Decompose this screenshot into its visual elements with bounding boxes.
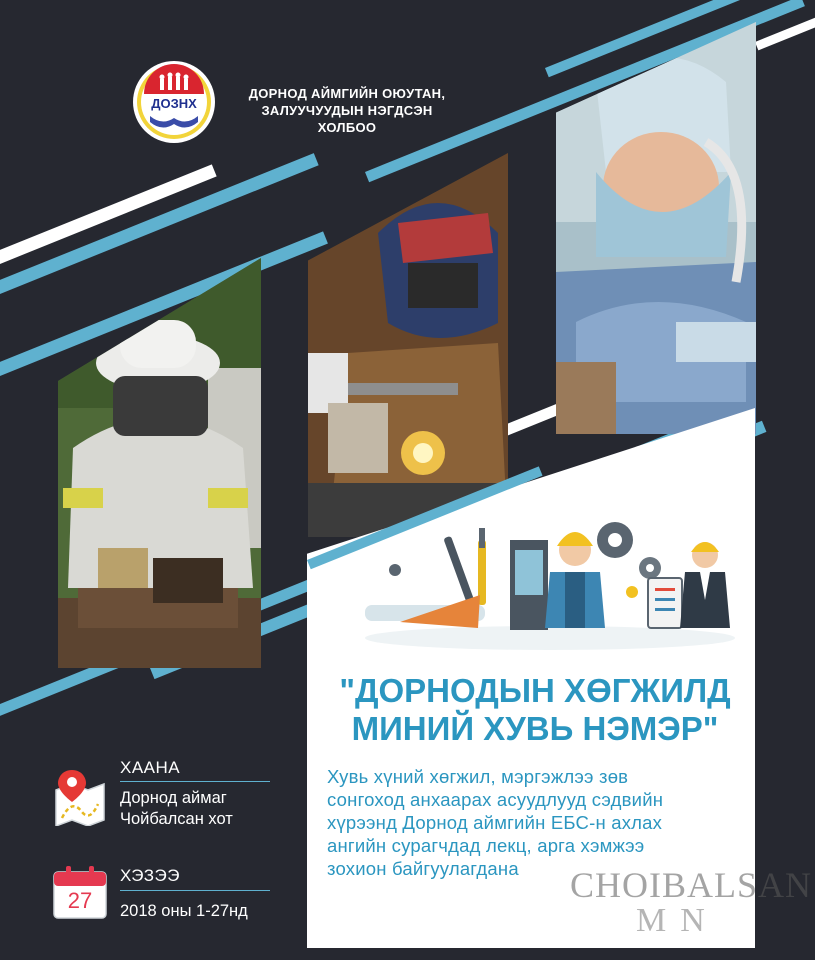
logo-text: ДОЗНХ <box>151 96 197 111</box>
org-name <box>232 85 462 136</box>
headline-line: МИНИЙ ХУВЬ НЭМЭР" <box>351 710 719 747</box>
when-date: 2018 оны 1-27нд <box>120 902 248 920</box>
careers-illustration <box>360 510 740 660</box>
where-divider <box>120 781 270 782</box>
where-line: Дорнод аймаг <box>120 789 227 807</box>
org-name-line: ЗАЛУУЧУУДЫН НЭГДСЭН <box>261 103 433 118</box>
where-details <box>120 788 300 830</box>
map-pin-icon <box>52 768 108 826</box>
description-line: Хувь хүний хөгжил, мэргэжлээ зөв <box>327 766 629 787</box>
calendar-day: 27 <box>67 888 93 913</box>
description-line: зохион байгуулагдана <box>327 858 519 879</box>
when-title: ХЭЗЭЭ <box>120 866 180 885</box>
when-divider <box>120 890 270 891</box>
headline <box>315 672 755 748</box>
description-line: хүрээнд Дорнод аймгийн ЕБС-н ахлах <box>327 812 663 833</box>
beekeeper-photo <box>58 258 261 668</box>
headline-line: "ДОРНОДЫН ХӨГЖИЛД <box>339 672 731 709</box>
watermark-line: CHOIBALSAN <box>570 865 813 905</box>
calendar-icon <box>52 866 108 920</box>
choibalsan-watermark <box>570 865 813 946</box>
description-line: сонгоход анхаарах асуудлууд сэдвийн <box>327 789 664 810</box>
org-name-line: ХОЛБОО <box>317 120 377 135</box>
org-logo <box>132 60 216 144</box>
stripe-decor <box>0 153 319 300</box>
where-title: ХААНА <box>120 758 181 777</box>
description-line: ангийн сурагчдад лекц, арга хэмжээ <box>327 835 645 856</box>
event-description <box>327 765 752 880</box>
org-name-line: ДОРНОД АЙМГИЙН ОЮУТАН, <box>248 86 446 101</box>
welder-photo <box>308 153 508 537</box>
where-line: Чойбалсан хот <box>120 810 233 828</box>
watermark-line: MN <box>636 902 719 939</box>
